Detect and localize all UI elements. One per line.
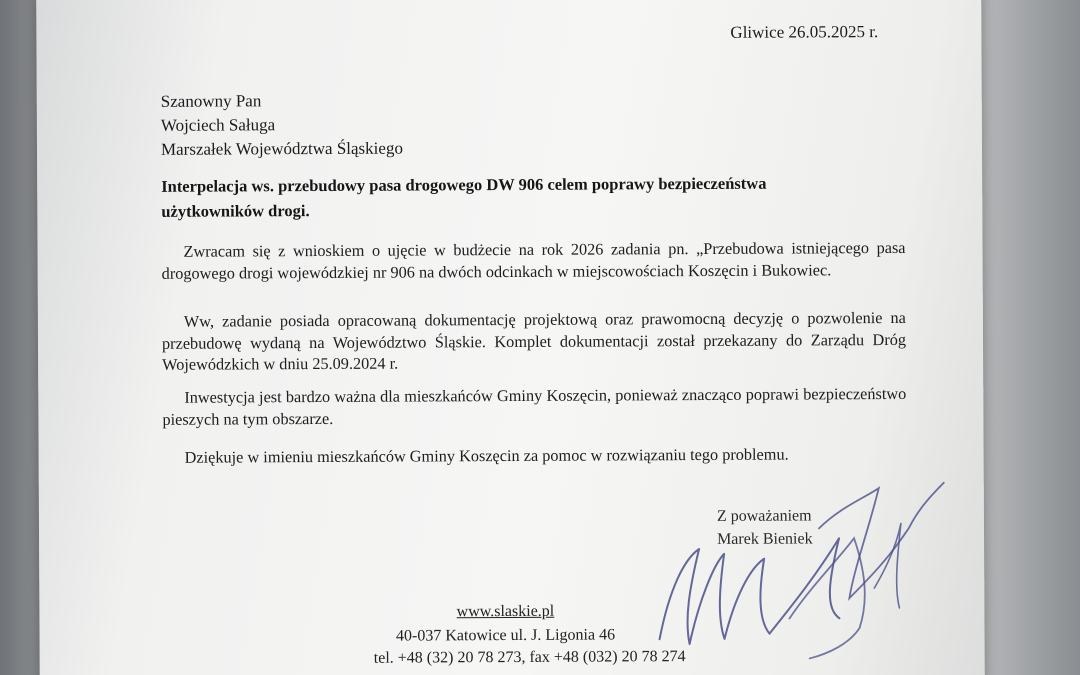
paragraph-request: Zwracam się z wnioskiem o ujęcie w budżecie na rok 2026 zadania pn. „Przebudowa istniejącego pasa drogowego drogi wojewódzkiej nr 906 na dwóch odcinkach w miejscowościach Koszęcin i Bukowiec.	[161, 237, 906, 283]
paragraph-documentation: Ww, zadanie posiada opracowaną dokumentację projektową oraz prawomocną decyzję o pozwolenie na przebudowę wydaną na Województwo Śląskie. Komplet dokumentacji został przekazany do Zarządu Dróg Wojewódzkich w dniu 25.09.2024 r.	[161, 307, 907, 374]
footer-phone: tel. +48 (32) 20 78 273, fax +48 (032) 20 78 274	[373, 648, 686, 667]
paragraph-importance: Inwestycja jest bardzo ważna dla mieszkańców Gminy Koszęcin, ponieważ znacząco poprawi bezpieczeństwo pieszych na tym obszarze.	[162, 383, 907, 429]
letter-subject: Interpelacja ws. przebudowy pasa drogowego DW 906 celem poprawy bezpieczeństwa użytkowników drogi.	[161, 173, 767, 221]
paragraph-thanks: Dziękuje w imieniu mieszkańców Gminy Koszęcin za pomoc w rozwiązaniu tego problemu.	[184, 444, 789, 467]
recipient-title: Marszałek Województwa Śląskiego	[160, 138, 403, 159]
handwritten-signature	[639, 468, 960, 670]
recipient-salutation: Szanowny Pan	[160, 91, 262, 111]
recipient-name: Wojciech Saługa	[160, 115, 276, 135]
footer-address: 40-037 Katowice ul. J. Ligonia 46	[395, 626, 616, 645]
background-right	[975, 0, 1080, 675]
place-date: Gliwice 26.05.2025 r.	[730, 22, 879, 42]
closing-signer: Marek Bieniek	[717, 530, 813, 548]
letter-page	[36, 0, 985, 675]
closing-regards: Z poważaniem	[716, 507, 812, 525]
footer-website: www.slaskie.pl	[456, 602, 555, 621]
